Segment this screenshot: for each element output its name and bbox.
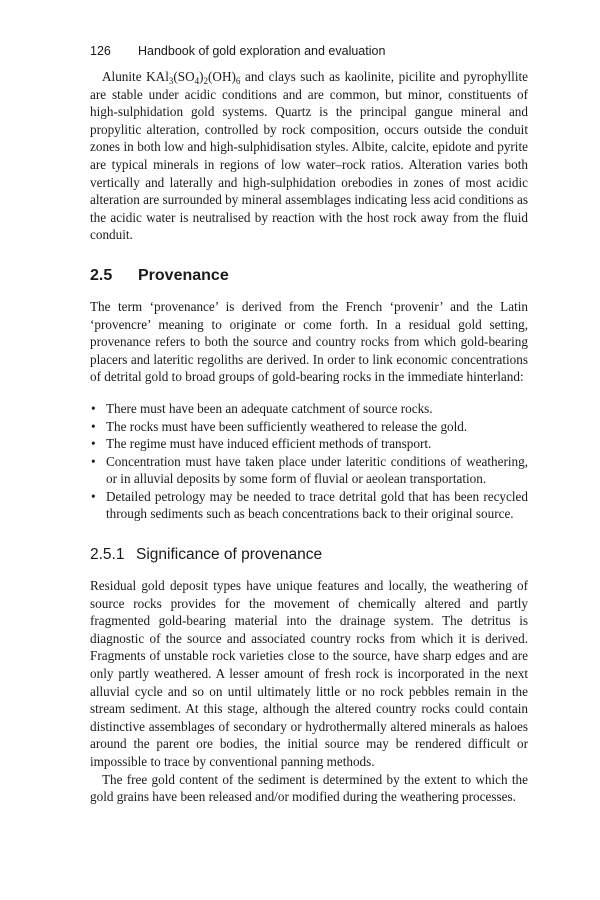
list-item: • The regime must have induced efficient methods of transport. (91, 436, 432, 452)
list-item: • The rocks must have been sufficiently weathered to release the gold. (91, 418, 468, 434)
significance-paragraph-2: The free gold content of the sediment is determined by the extent to which the gold grains have been released and/or modified during the weathering processes. (90, 771, 528, 805)
subsection-number: 2.5.1 (90, 546, 125, 564)
bullet-icon: • (91, 488, 96, 504)
bullet-icon: • (91, 418, 96, 434)
book-title: Handbook of gold exploration and evaluation (138, 44, 386, 58)
section-heading-provenance (90, 266, 528, 286)
subsection-heading-significance (90, 545, 528, 565)
bullet-icon: • (91, 453, 96, 469)
provenance-paragraph: The term ‘provenance’ is derived from the French ‘provenir’ and the Latin ‘provencre’ meaning to originate or come forth. In a residual gold setting, provenance refers to both the source and country rocks from which gold-bearing placers and lateritic regoliths are derived. In order to link economic concentrations of detrital gold to broad groups of gold-bearing rocks in the immediate hinterland: (90, 298, 528, 385)
section-number: 2.5 (90, 266, 113, 284)
bullet-icon: • (91, 436, 96, 452)
provenance-bullet-list (90, 400, 528, 523)
intro-text: and clays such as kaolinite, picilite and pyrophyllite are stable under acidic conditions and are common, but minor, constituents of high-sulphidation gold systems. Quartz is the principal gangue mineral and propylitic alteration, controlled by rock composition, occurs outside the conduit zones in both low and high-sulphidisation styles. Albite, calcite, epidote and pyrite are typical minerals in regions of low water–rock ratios. Alteration varies both vertically and laterally and high-sulphidation orebodies in zones of most acidic alteration are surrounded by mineral assemblages indicating less acid conditions as the acidic water is neutralised by reaction with the host rock away from the fluid conduit. (90, 69, 528, 243)
list-item: • Detailed petrology may be needed to trace detrital gold that has been recycled through sediments such as beach concentrations back to their original source. (91, 488, 528, 522)
intro-paragraph (90, 68, 528, 244)
page-number: 126 (90, 44, 111, 58)
section-title: Provenance (138, 266, 229, 284)
list-item: • There must have been an adequate catchment of source rocks. (91, 400, 433, 416)
subsection-title: Significance of provenance (136, 546, 323, 564)
running-header (90, 42, 530, 60)
list-item: • Concentration must have taken place under lateritic conditions of weathering, or in alluvial deposits by some form of fluvial or aeolean transportation. (91, 453, 528, 487)
page-body (90, 68, 528, 806)
bullet-icon: • (91, 400, 96, 416)
significance-paragraph-1: Residual gold deposit types have unique features and locally, the weathering of source rocks provides for the movement of chemically altered and partly fragmented gold-bearing material into the drainage system. The detritus is diagnostic of the source and associated country rocks from which it is derived. Fragments of unstable rock varieties close to the source, have sharp edges and are only partly weathered. A lesser amount of fresh rock is incorporated in the next alluvial cycle and so on until ultimately little or no rock pebbles remain in the stream sediment. At this stage, although the altered country rocks could contain distinctive assemblages of secondary or hydrothermally altered minerals as haloes around the parent ore bodies, the initial source may be rendered difficult or impossible to trace by conventional panning methods. (90, 578, 528, 769)
alunite-formula: Alunite $KAl_3(SO_4)_2(OH)_6$ (102, 69, 241, 86)
